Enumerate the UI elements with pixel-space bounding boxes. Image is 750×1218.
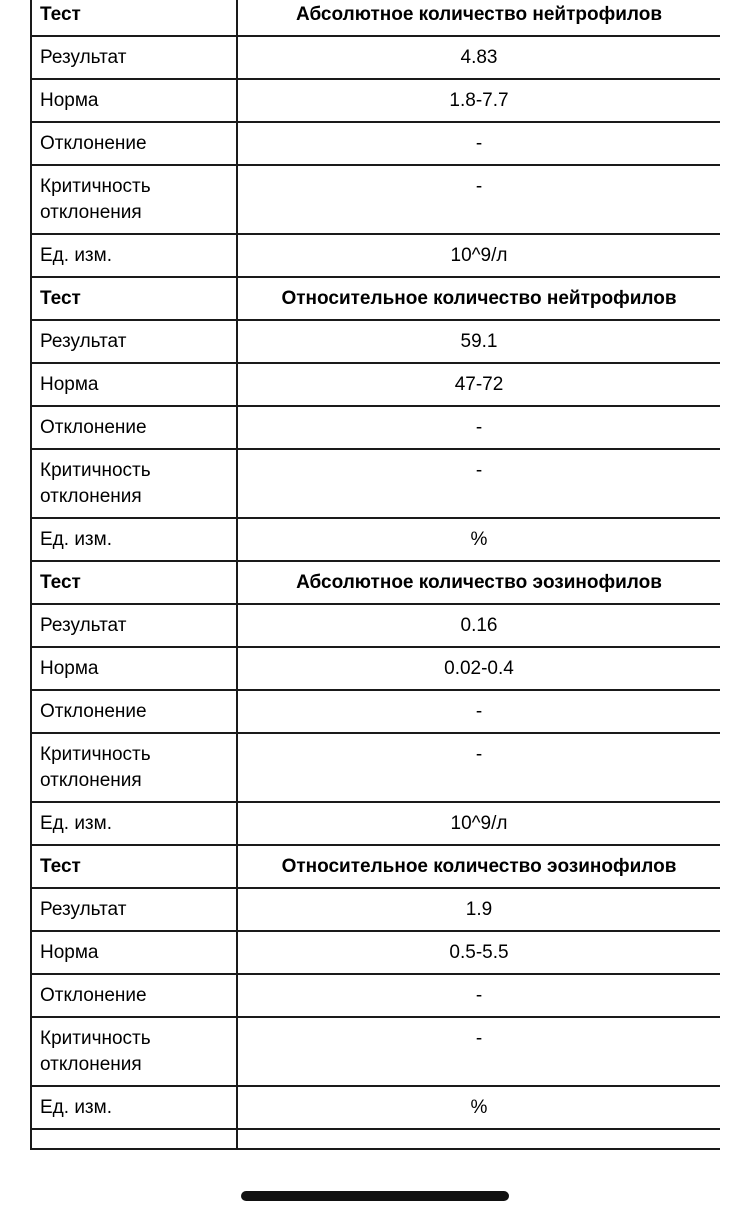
norm-label: Норма <box>31 931 237 974</box>
result-label: Результат <box>31 320 237 363</box>
result-value: 59.1 <box>237 320 720 363</box>
norm-row <box>31 79 720 122</box>
norm-row <box>31 363 720 406</box>
deviation-row <box>31 690 720 733</box>
lab-results-table <box>30 0 720 1150</box>
unit-row <box>31 518 720 561</box>
norm-row <box>31 647 720 690</box>
deviation-row <box>31 406 720 449</box>
test-name-row <box>31 277 720 320</box>
result-row <box>31 36 720 79</box>
test-name-row <box>31 0 720 36</box>
unit-value: 10^9/л <box>237 802 720 845</box>
norm-value: 47-72 <box>237 363 720 406</box>
norm-value: 1.8-7.7 <box>237 79 720 122</box>
test-label: Тест <box>31 845 237 888</box>
test-label: Тест <box>31 277 237 320</box>
deviation-value: - <box>237 122 720 165</box>
result-label: Результат <box>31 604 237 647</box>
deviation-label: Отклонение <box>31 122 237 165</box>
table-row-partial <box>31 1129 720 1149</box>
deviation-label: Отклонение <box>31 406 237 449</box>
criticality-label: Критичность отклонения <box>31 733 237 802</box>
criticality-row <box>31 449 720 518</box>
partial-cell <box>31 1129 237 1149</box>
test-label: Тест <box>31 561 237 604</box>
criticality-label: Критичность отклонения <box>31 449 237 518</box>
deviation-value: - <box>237 690 720 733</box>
norm-label: Норма <box>31 363 237 406</box>
deviation-value: - <box>237 974 720 1017</box>
deviation-row <box>31 122 720 165</box>
test-name: Относительное количество нейтрофилов <box>237 277 720 320</box>
criticality-row <box>31 733 720 802</box>
criticality-row <box>31 165 720 234</box>
unit-label: Ед. изм. <box>31 234 237 277</box>
unit-row <box>31 234 720 277</box>
results-table-container <box>30 0 720 1155</box>
test-name: Абсолютное количество нейтрофилов <box>237 0 720 36</box>
results-table-body <box>31 0 720 1149</box>
result-value: 1.9 <box>237 888 720 931</box>
criticality-label: Критичность отклонения <box>31 165 237 234</box>
criticality-value: - <box>237 1017 720 1086</box>
result-label: Результат <box>31 36 237 79</box>
criticality-value: - <box>237 449 720 518</box>
unit-value: 10^9/л <box>237 234 720 277</box>
result-label: Результат <box>31 888 237 931</box>
home-indicator[interactable] <box>241 1191 509 1201</box>
criticality-value: - <box>237 165 720 234</box>
unit-label: Ед. изм. <box>31 1086 237 1129</box>
deviation-row <box>31 974 720 1017</box>
unit-label: Ед. изм. <box>31 518 237 561</box>
deviation-label: Отклонение <box>31 690 237 733</box>
result-value: 0.16 <box>237 604 720 647</box>
unit-label: Ед. изм. <box>31 802 237 845</box>
unit-row <box>31 802 720 845</box>
unit-value: % <box>237 1086 720 1129</box>
test-name: Относительное количество эозинофилов <box>237 845 720 888</box>
unit-value: % <box>237 518 720 561</box>
deviation-value: - <box>237 406 720 449</box>
norm-label: Норма <box>31 647 237 690</box>
test-label: Тест <box>31 0 237 36</box>
result-row <box>31 320 720 363</box>
result-row <box>31 604 720 647</box>
result-value: 4.83 <box>237 36 720 79</box>
criticality-row <box>31 1017 720 1086</box>
norm-label: Норма <box>31 79 237 122</box>
norm-value: 0.02-0.4 <box>237 647 720 690</box>
unit-row <box>31 1086 720 1129</box>
deviation-label: Отклонение <box>31 974 237 1017</box>
norm-value: 0.5-5.5 <box>237 931 720 974</box>
criticality-label: Критичность отклонения <box>31 1017 237 1086</box>
test-name-row <box>31 561 720 604</box>
result-row <box>31 888 720 931</box>
norm-row <box>31 931 720 974</box>
criticality-value: - <box>237 733 720 802</box>
test-name: Абсолютное количество эозинофилов <box>237 561 720 604</box>
test-name-row <box>31 845 720 888</box>
partial-cell <box>237 1129 720 1149</box>
